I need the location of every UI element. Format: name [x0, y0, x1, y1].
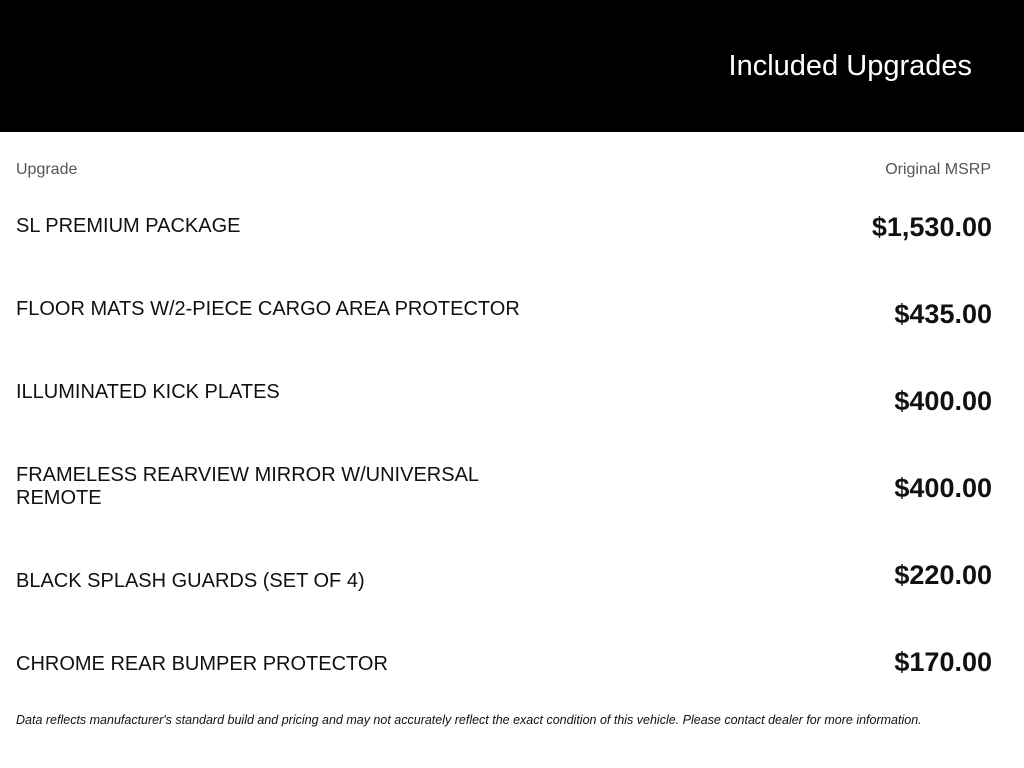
upgrade-price: $400.00 — [894, 473, 992, 503]
upgrade-name: BLACK SPLASH GUARDS (SET OF 4) — [16, 570, 365, 592]
upgrade-price: $220.00 — [894, 560, 992, 590]
upgrade-price: $1,530.00 — [871, 212, 992, 242]
upgrade-name: ILLUMINATED KICK PLATES — [16, 381, 280, 403]
upgrade-name: FLOOR MATS W/2-PIECE CARGO AREA PROTECTOR — [16, 298, 520, 320]
header-banner — [0, 0, 1024, 132]
disclaimer-text: Data reflects manufacturer's standard build and pricing and may not accurately reflect the exact condition of this vehicle. Please contact dealer for more information. — [16, 713, 922, 727]
upgrade-price: $400.00 — [894, 386, 992, 416]
column-header-msrp: Original MSRP — [885, 161, 991, 178]
upgrade-price: $170.00 — [894, 647, 992, 677]
upgrade-name: FRAMELESS REARVIEW MIRROR W/UNIVERSAL REMOTE — [16, 464, 479, 509]
upgrade-name: SL PREMIUM PACKAGE — [16, 215, 241, 237]
column-header-upgrade: Upgrade — [16, 161, 78, 178]
page-title: Included Upgrades — [728, 50, 972, 82]
upgrade-price: $435.00 — [894, 299, 992, 329]
upgrade-name: CHROME REAR BUMPER PROTECTOR — [16, 653, 388, 675]
